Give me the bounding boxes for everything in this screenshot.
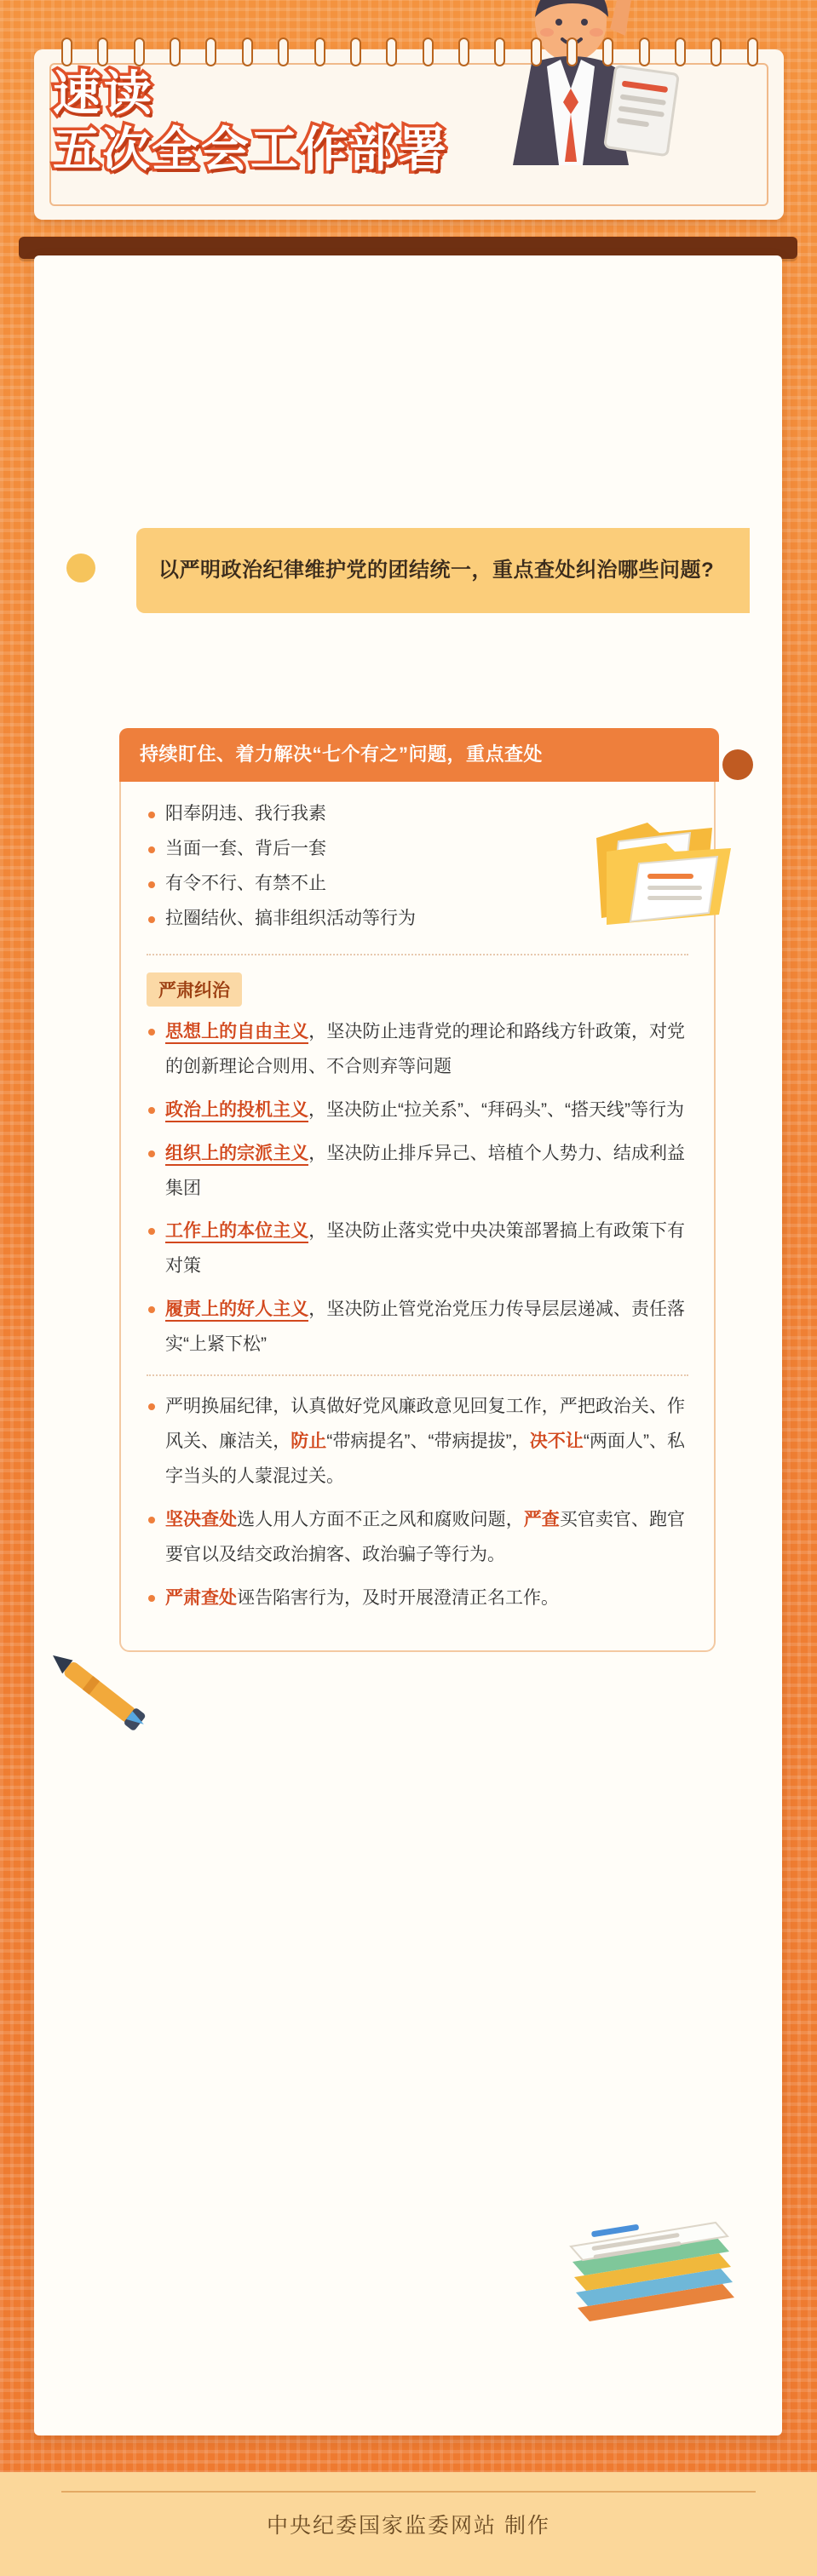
keyword: 组织上的宗派主义 — [165, 1144, 308, 1166]
question-bullet-dot — [66, 554, 95, 582]
title-block — [53, 68, 448, 177]
list-item: 阳奉阴违、我行我素 — [147, 797, 688, 832]
keyword: 决不让 — [529, 1431, 584, 1452]
question-banner — [136, 528, 750, 613]
list-item: 有令不行、有禁不止 — [147, 867, 688, 902]
file-folders-icon — [588, 800, 750, 928]
footer-divider — [61, 2491, 756, 2493]
footer-credit: 中央纪委国家监委网站 制作 — [267, 2514, 550, 2538]
section3-list — [121, 1385, 714, 1616]
businessman-pointing-up-icon — [443, 0, 699, 191]
list-item — [147, 1015, 685, 1085]
list-item — [147, 1293, 685, 1363]
title-line-1: 速读 — [53, 66, 155, 120]
list-item — [147, 1137, 685, 1207]
notebook-spiral-binding — [61, 37, 758, 66]
section-divider — [147, 954, 688, 955]
keyword: 履责上的好人主义 — [165, 1299, 308, 1322]
keyword: 严查 — [523, 1510, 560, 1529]
keyword: 防止 — [291, 1431, 327, 1452]
item-text: ，坚决防止管党治党压力传导层层递减、责任落实“上紧下松” — [165, 1299, 686, 1355]
item-text: 严明换届纪律，认真做好党风廉政意见回复工作，严把政治关、作风关、廉洁关， — [165, 1397, 685, 1452]
item-text: ，坚决防止违背党的理论和路线方针政策，对党的创新理论合则用、不合则弃等问题 — [165, 1021, 686, 1076]
keyword: 工作上的本位主义 — [165, 1221, 308, 1243]
list-item: 拉圈结伙、搞非组织活动等行为 — [147, 902, 688, 937]
item-text: 诬告陷害行为，及时开展澄清正名工作。 — [237, 1587, 559, 1608]
item-text: ，坚决防止排斥异己、培植个人势力、结成利益集团 — [165, 1143, 686, 1198]
section-divider — [147, 1374, 688, 1376]
list-item: 当面一套、背后一套 — [147, 832, 688, 867]
footer — [0, 2472, 817, 2576]
question-text: 以严明政治纪律维护党的团结统一，重点查处纠治哪些问题? — [158, 559, 715, 582]
item-text: 买官卖官、跑官要官以及结交政治掮客、政治骗子等行为。 — [165, 1510, 686, 1564]
keyword: 思想上的自由主义 — [165, 1022, 308, 1044]
stacked-documents-icon — [562, 2197, 758, 2350]
section2-list — [121, 1010, 714, 1363]
accent-dot — [722, 749, 753, 780]
list-item — [147, 1390, 685, 1495]
ballpoint-pen-icon — [31, 1635, 167, 1763]
keyword: 政治上的投机主义 — [165, 1100, 308, 1122]
item-text: “两面人”、私字当头的人蒙混过关。 — [165, 1431, 686, 1487]
item-text: ，坚决防止“拉关系”、“拜码头”、“搭天线”等行为 — [308, 1099, 684, 1120]
item-text: “带病提名”、“带病提拔”， — [326, 1431, 530, 1452]
title-line-2: 五次全会工作部署 — [53, 123, 448, 177]
list-item — [147, 1503, 685, 1573]
section1-heading: 持续盯住、着力解决“七个有之”问题，重点查处 — [119, 728, 719, 782]
list-item — [147, 1214, 685, 1284]
keyword: 严肃查处 — [165, 1587, 237, 1608]
list-item — [147, 1093, 685, 1128]
keyword: 坚决查处 — [165, 1510, 238, 1529]
list-item — [147, 1581, 685, 1616]
section2-heading: 严肃纠治 — [147, 972, 242, 1007]
item-text: 选人用人方面不正之风和腐败问题， — [237, 1510, 524, 1529]
item-text: ，坚决防止落实党中央决策部署搞上有政策下有对策 — [165, 1221, 686, 1277]
